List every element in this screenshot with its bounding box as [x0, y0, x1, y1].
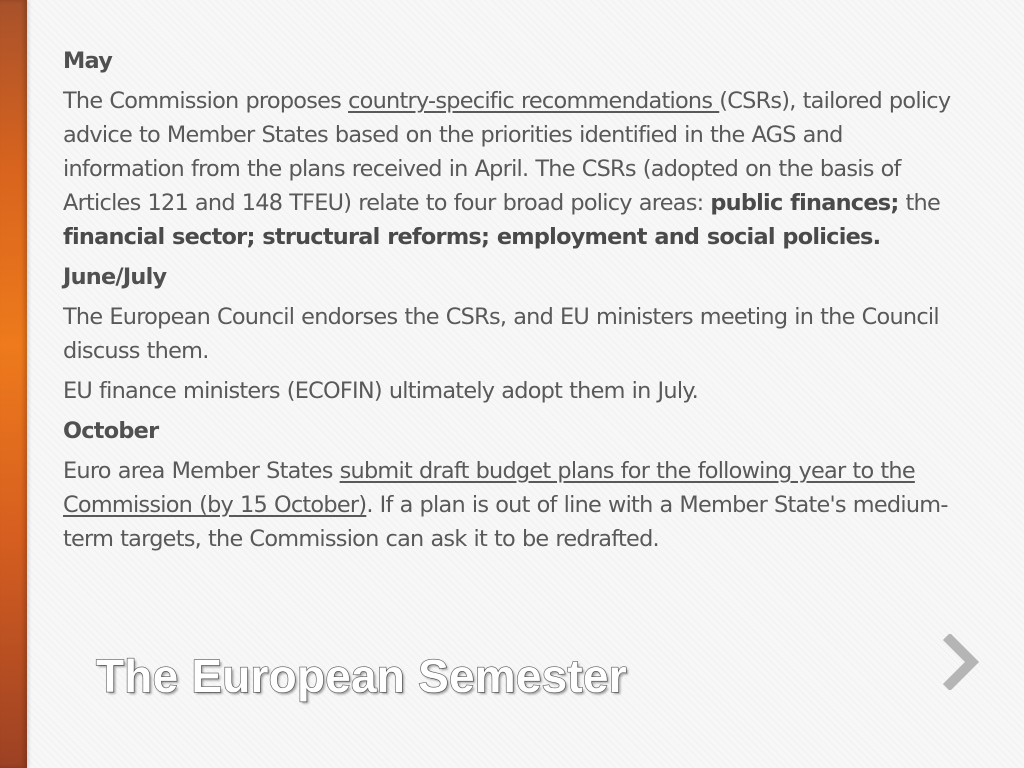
paragraph-october	[63, 454, 968, 556]
may-text-body: (CSRs), tailored policy advice to Member States based on the priorities identified in the AGS and information from the plans received in April. The CSRs (adopted on the basis of Articles 121 and 148 TFEU) relate to four broad policy areas:	[63, 88, 951, 216]
accent-side-bar	[0, 0, 27, 768]
csr-link[interactable]: country-specific recommendations	[348, 88, 720, 114]
heading-october: October	[63, 418, 159, 444]
policy-area-others: financial sector; structural reforms; employment and social policies.	[63, 224, 881, 250]
paragraph-may	[63, 84, 968, 254]
chevron-right-icon[interactable]	[936, 634, 986, 690]
slide-title: The European Semester	[96, 650, 627, 702]
heading-may: May	[63, 48, 113, 74]
policy-area-public-finances: public finances;	[710, 190, 899, 216]
october-text-body: . If a plan is out of line with a Member State's medium-term targets, the Commission can ask it to be redrafted.	[63, 492, 948, 552]
heading-june-july: June/July	[63, 264, 167, 290]
may-text-mid: the	[898, 190, 941, 216]
paragraph-june-july-2: EU finance ministers (ECOFIN) ultimately adopt them in July.	[63, 378, 698, 404]
paragraph-june-july-1: The European Council endorses the CSRs, and EU ministers meeting in the Council discuss them.	[63, 304, 939, 364]
slide-content	[63, 44, 968, 562]
draft-budget-link[interactable]: submit draft budget plans for the following year to the Commission (by 15 October)	[63, 458, 915, 518]
october-text-intro: Euro area Member States	[63, 458, 340, 484]
may-text-intro: The Commission proposes	[63, 88, 349, 114]
